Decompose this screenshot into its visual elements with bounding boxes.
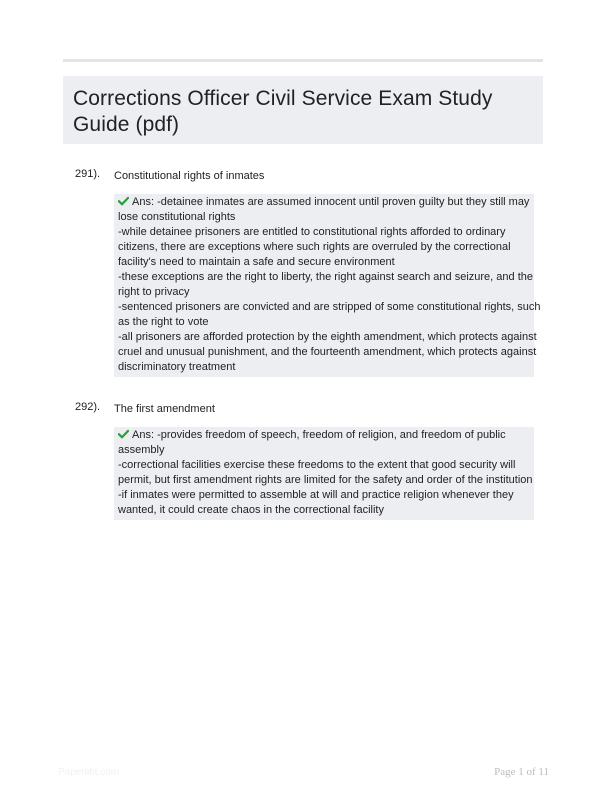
top-divider <box>63 59 543 62</box>
answer-line: -all prisoners are afforded protection by the eighth amendment, which protects against <box>118 331 537 343</box>
answer-line: discriminatory treatment <box>118 361 236 373</box>
page-title-line-1: Corrections Officer Civil Service Exam Study <box>73 87 493 110</box>
answer-line: facility's need to maintain a safe and secure environment <box>118 256 395 268</box>
answer-text: Ans: -provides freedom of speech, freedom of religion, and freedom of public <box>132 429 506 441</box>
answer-line <box>118 428 530 443</box>
page-title-line-2: Guide (pdf) <box>73 113 180 136</box>
question-number: 292). <box>75 401 101 413</box>
answer-line: citizens, there are exceptions where such rights are overruled by the correctional <box>118 241 511 253</box>
question-text: Constitutional rights of inmates <box>114 170 265 182</box>
title-banner <box>63 76 543 144</box>
answer-line: permit, but first amendment rights are limited for the safety and order of the institution <box>118 474 533 486</box>
answer-line: -correctional facilities exercise these freedoms to the extent that good security will <box>118 459 516 471</box>
check-icon <box>118 429 129 439</box>
answer-line: wanted, it could create chaos in the correctional facility <box>118 504 384 516</box>
answer-line: as the right to vote <box>118 316 209 328</box>
footer-watermark: Paperlibt.com <box>58 767 120 778</box>
check-icon <box>118 196 129 206</box>
answer-line: -if inmates were permitted to assemble at will and practice religion whenever they <box>118 489 514 501</box>
answer-line: lose constitutional rights <box>118 211 236 223</box>
answer-text: Ans: -detainee inmates are assumed innocent until proven guilty but they still may <box>132 196 530 208</box>
question-number: 291). <box>75 168 101 180</box>
answer-line <box>118 195 530 210</box>
answer-panel <box>114 427 534 520</box>
answer-line: -while detainee prisoners are entitled to constitutional rights afforded to ordinary <box>118 226 506 238</box>
answer-line: assembly <box>118 444 165 456</box>
page-number: Page 1 of 11 <box>494 766 549 778</box>
answer-line: cruel and unusual punishment, and the fourteenth amendment, which protects against <box>118 346 537 358</box>
answer-line: right to privacy <box>118 286 190 298</box>
answer-panel <box>114 194 541 377</box>
answer-line: -these exceptions are the right to liberty, the right against search and seizure, and the <box>118 271 533 283</box>
question-text: The first amendment <box>114 403 215 415</box>
answer-line: -sentenced prisoners are convicted and are stripped of some constitutional rights, such <box>118 301 541 313</box>
